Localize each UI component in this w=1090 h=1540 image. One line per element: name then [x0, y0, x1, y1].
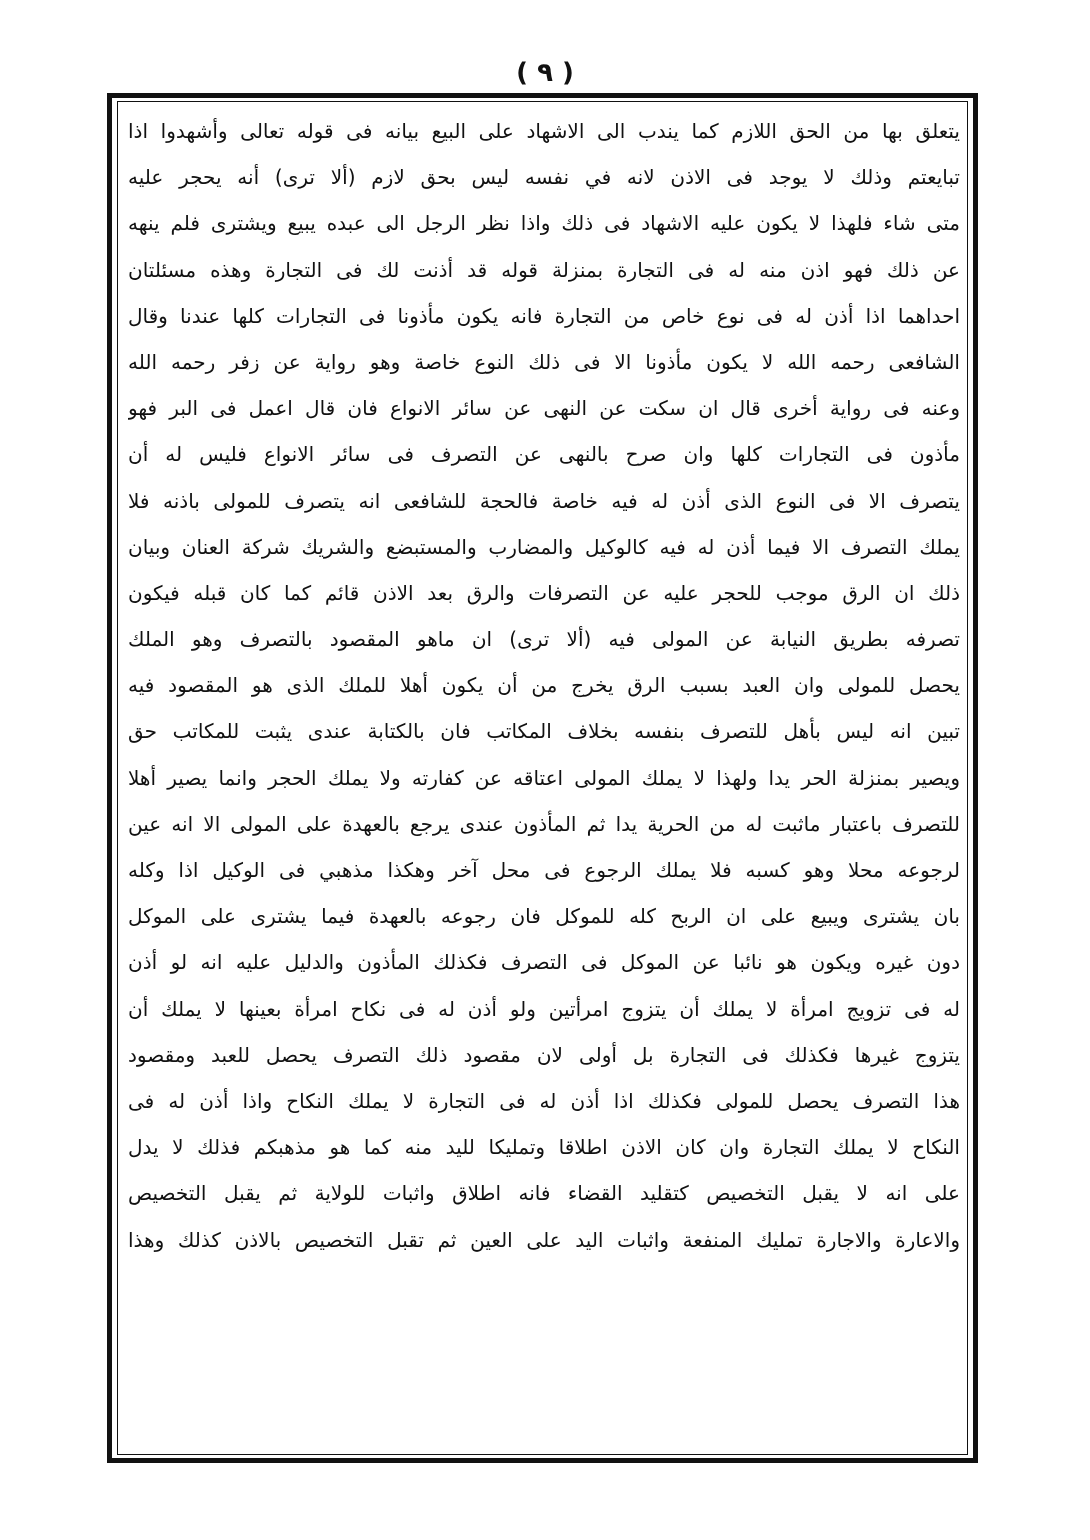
text-line: والاعارة والاجارة تمليك المنفعة واثبات اليد على العين ثم تقبل التخصيص بالاذن كذلك وهذا	[128, 1227, 960, 1252]
text-line: احداهما اذا أذن له فى نوع خاص من التجارة فانه يكون مأذونا فى التجارات كلها عندنا وقال	[128, 303, 960, 328]
text-line: هذا التصرف يحصل للمولى فكذلك اذا أذن له فى التجارة لا يملك النكاح واذا أذن له فى	[128, 1088, 960, 1113]
text-line: لرجوعه محلا وهو كسبه فلا يملك الرجوع فى محل آخر وهكذا مذهبي فى الوكيل اذا وكله	[128, 858, 960, 882]
text-line: يتعلق بها من الحق اللازم كما يندب الى الاشهاد على البيع بيانه فى قوله تعالى وأشهدوا اذا	[128, 119, 960, 143]
text-line: دون غيره ويكون هو نائبا عن الموكل فى التصرف فكذلك المأذون والدليل عليه انه لو أذن	[128, 950, 960, 975]
text-line: للتصرف باعتبار ماثبت له من الحرية يدا ثم المأذون عندى يرجع بالعهدة على المولى الا انه عين	[128, 811, 960, 836]
text-line: تبين انه ليس بأهل للتصرف بنفسه بخلاف المكاتب فان بالكتابة عندى يثبت للمكاتب حق	[128, 719, 960, 744]
text-line: تبايعتم وذلك لا يوجد فى الاذن لانه في نفسه ليس بحق لازم (ألا ترى) أنه يحجر عليه	[128, 165, 960, 190]
text-line: متى شاء فلهذا لا يكون عليه الاشهاد فى ذلك واذا نظر الرجل الى عبده يبيع ويشترى فلم ينهه	[128, 211, 960, 236]
text-body	[128, 108, 960, 1448]
text-line: ويصير بمنزلة الحر يدا ولهذا لا يملك المولى اعتاقه عن كفارته ولا يملك الحجر وانما يصير أهلا	[128, 765, 960, 790]
text-line: تصرفه بطريق النيابة عن المولى فيه (ألا ترى) ان ماهو المقصود بالتصرف وهو الملك	[128, 627, 960, 652]
text-line: ذلك ان الرق موجب للحجر عليه عن التصرفات والرق بعد الاذن قائم كما كان قبله فيكون	[128, 580, 960, 605]
text-line: وعنه فى رواية أخرى قال ان سكت عن النهى عن سائر الانواع فان قال اعمل فى البر فهو	[128, 396, 960, 421]
text-line: يتزوج غيرها فكذلك فى التجارة بل أولى لان مقصود ذلك التصرف يحصل للعبد ومقصود	[128, 1042, 960, 1067]
text-line: يملك التصرف الا فيما أذن له فيه كالوكيل والمضارب والمستبضع والشريك شركة العنان وبيان	[128, 534, 960, 559]
text-line: النكاح لا يملك التجارة وان كان الاذن اطلاقا وتمليكا لليد منه كما هو مذهبكم فذلك لا يدل	[128, 1135, 960, 1160]
text-line: يتصرف الا فى النوع الذى أذن له فيه خاصة فالحجة للشافعى انه يتصرف للمولى باذنه فلا	[128, 488, 960, 513]
text-line: له فى تزويج امرأة لا يملك أن يتزوج امرأتين ولو أذن له فى نكاح امرأة بعينها لا يملك أن	[128, 996, 960, 1021]
text-line: بان يشترى ويبيع على ان الربح كله للموكل فان رجوعه بالعهدة فيما يشترى على الموكل	[128, 904, 960, 929]
text-line: الشافعى رحمه الله لا يكون مأذونا الا فى ذلك النوع خاصة وهو رواية عن زفر رحمه الله	[128, 349, 960, 374]
text-line: على انه لا يقبل التخصيص كتقليد القضاء فانه اطلاق واثبات للولاية ثم يقبل التخصيص	[128, 1181, 960, 1206]
text-line: مأذون فى التجارات كلها وان صرح بالنهى عن التصرف فى سائر الانواع فليس له أن	[128, 442, 960, 467]
text-line: عن ذلك فهو اذن منه له فى التجارة بمنزلة قوله قد أذنت لك فى التجارة وهذه مسئلتان	[128, 257, 960, 282]
page-number: ( ٩ )	[516, 58, 574, 88]
text-line: يحصل للمولى وان العبد بسبب الرق يخرج من أن يكون أهلا للملك الذى هو المقصود فيه	[128, 673, 960, 698]
